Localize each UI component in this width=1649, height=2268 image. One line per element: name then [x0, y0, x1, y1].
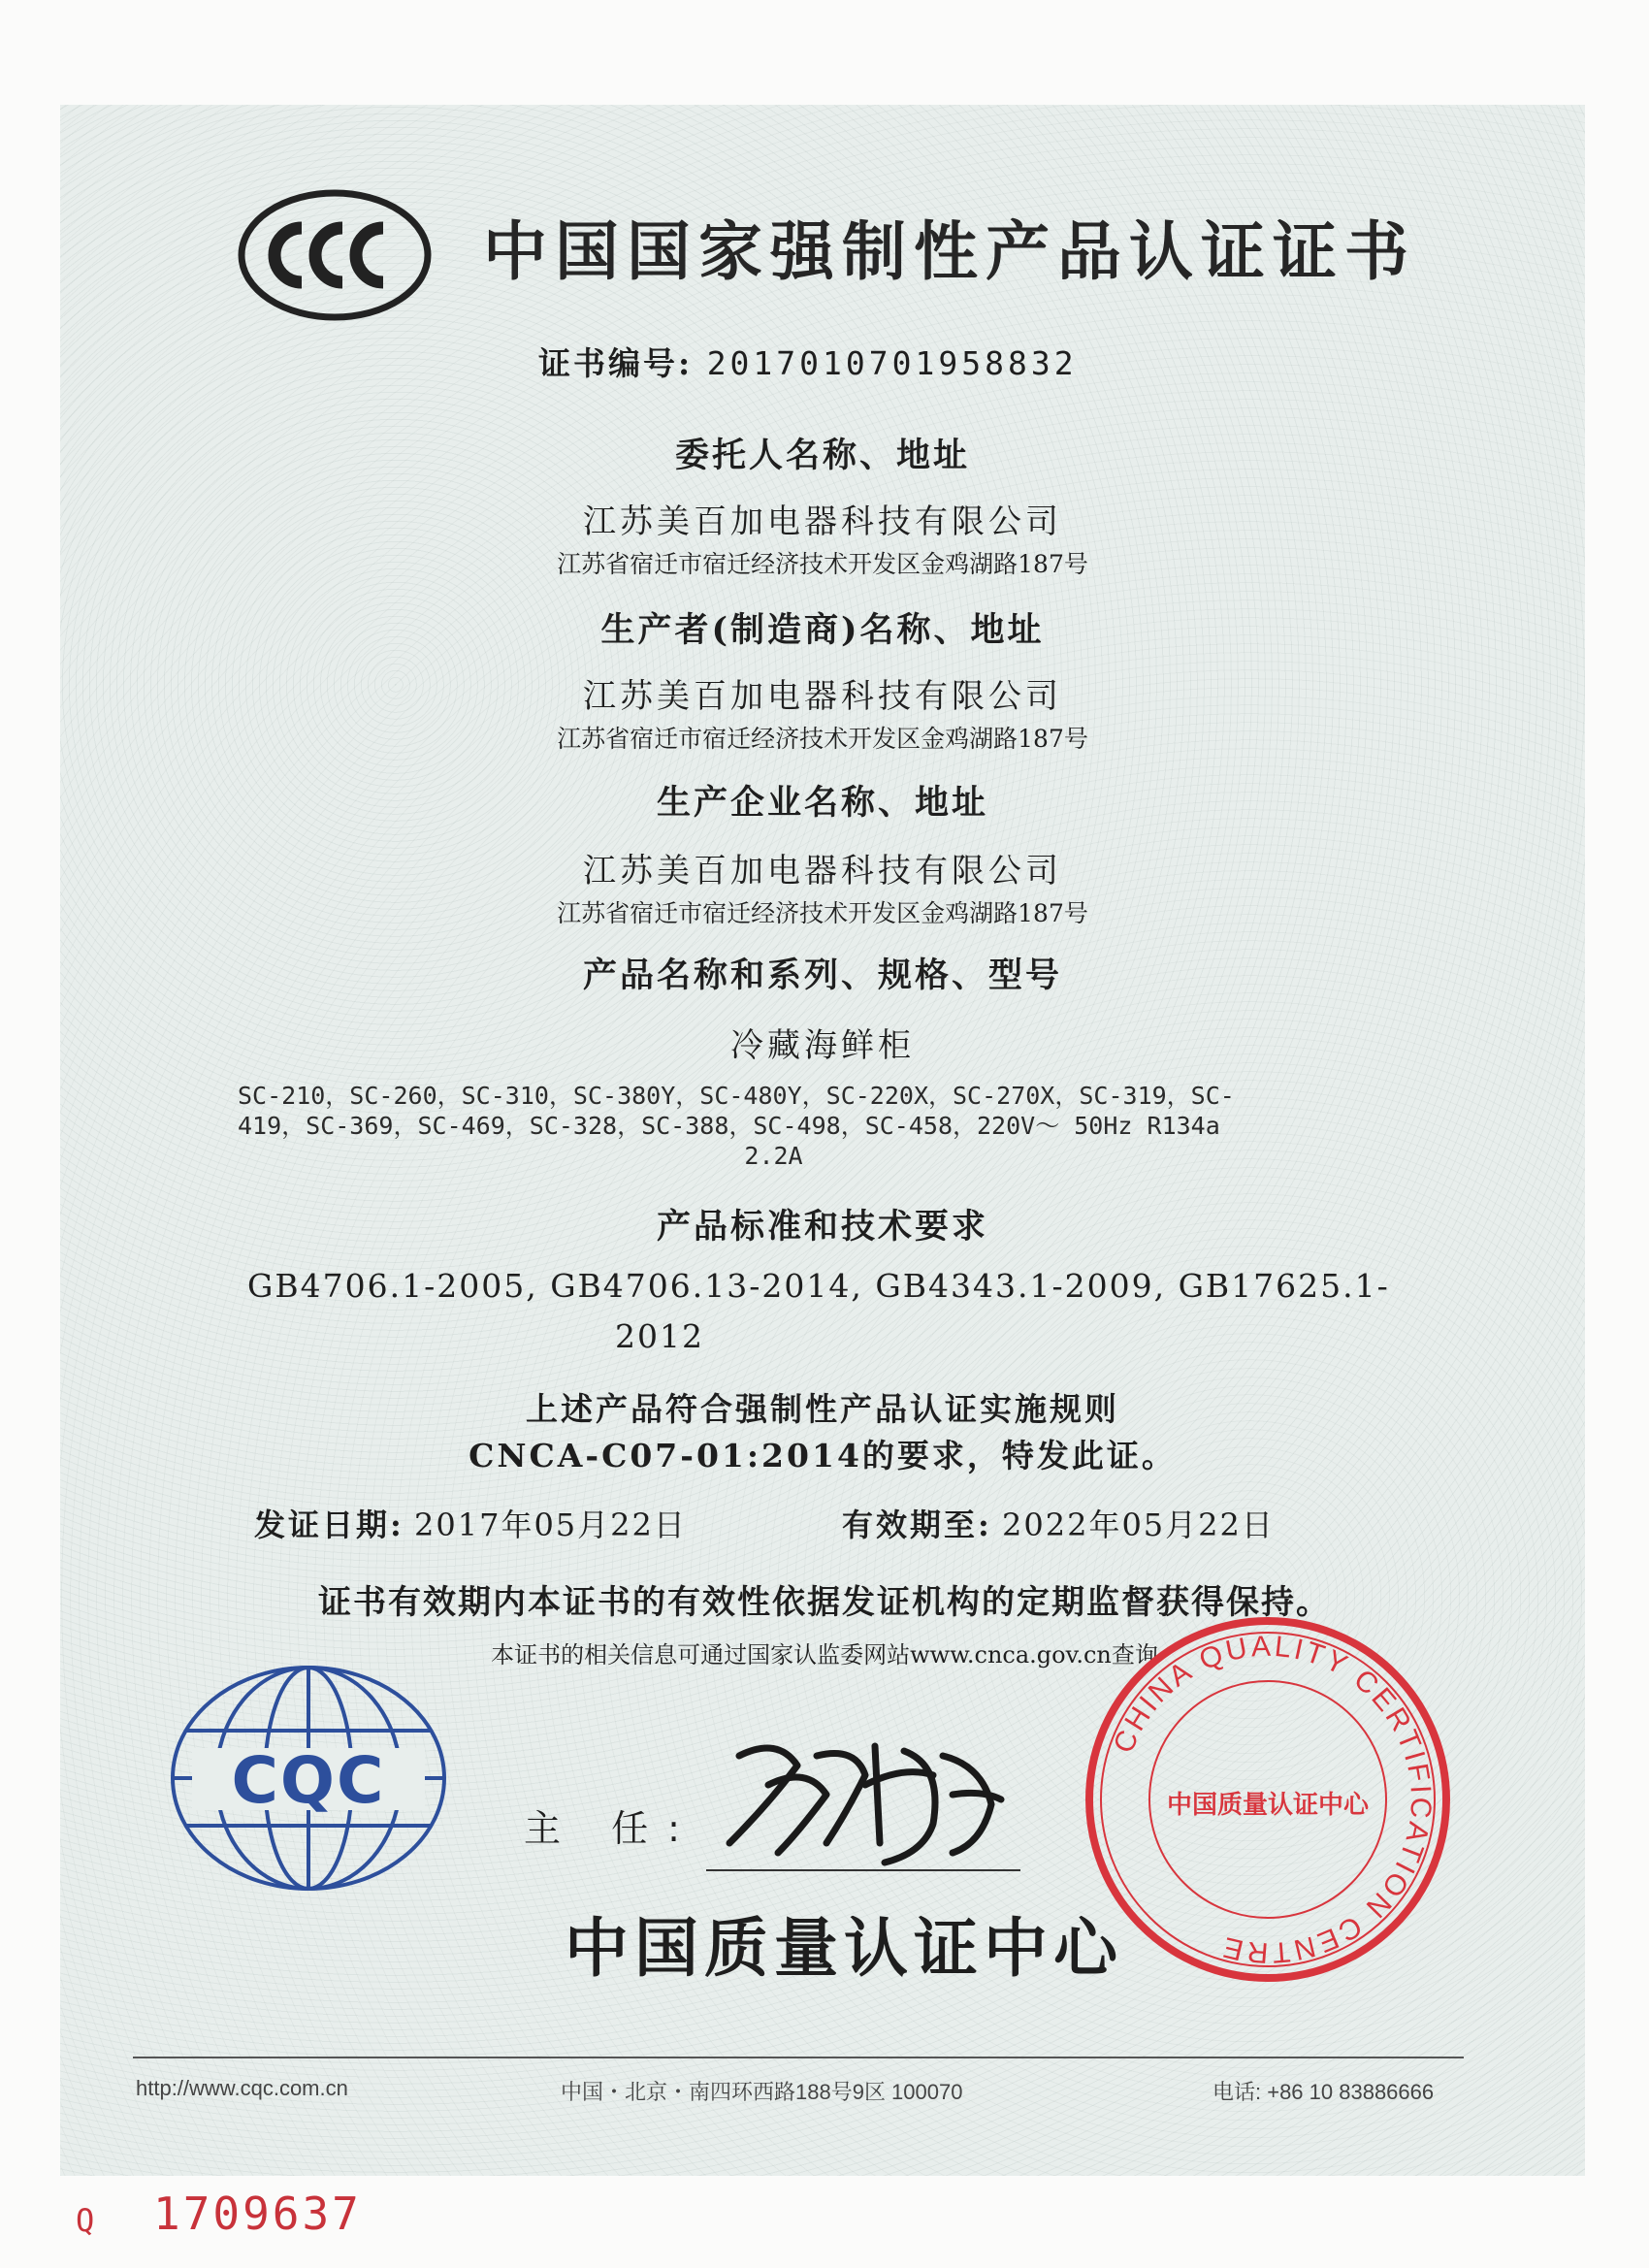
- factory-name: 江苏美百加电器科技有限公司: [583, 852, 1062, 891]
- ccc-logo-icon: [238, 189, 432, 321]
- factory-address: 江苏省宿迁市宿迁经济技术开发区金鸡湖路187号: [557, 899, 1088, 927]
- product-name: 冷藏海鲜柜: [730, 1026, 915, 1065]
- validity-note: 证书有效期内本证书的有效性依据发证机构的定期监督获得保持。: [318, 1583, 1331, 1622]
- seal-inner-text: 中国质量认证中心: [1166, 1791, 1370, 1820]
- issue-date: [254, 1501, 687, 1545]
- footer-website: http://www.cqc.com.cn: [136, 2076, 348, 2100]
- certificate-number: [538, 339, 1078, 384]
- expiry-date: [842, 1501, 1275, 1545]
- product-models-line: 2.2A: [744, 1142, 803, 1170]
- signature-line: [706, 1869, 1020, 1871]
- product-models-line: 419，SC-369，SC-469，SC-328，SC-388，SC-498，SC-458，220V～ 50Hz R134a: [238, 1112, 1220, 1140]
- product-models: [238, 1081, 1402, 1171]
- conformity-line-1: 上述产品符合强制性产品认证实施规则: [526, 1390, 1119, 1428]
- certificate-title: 中国国家强制性产品认证证书: [483, 214, 1416, 289]
- standards-heading: 产品标准和技术要求: [656, 1207, 988, 1247]
- issue-date-label: 发证日期:: [254, 1507, 404, 1543]
- seal-outer-text: CHINA QUALITY CERTIFICATION CENTRE: [1107, 1630, 1438, 1969]
- footer-address: 中国・北京・南四环西路188号9区 100070: [561, 2080, 963, 2104]
- signature-icon: [710, 1717, 1020, 1872]
- serial-number: 1709637: [153, 2187, 362, 2240]
- standards-text: [247, 1261, 1411, 1362]
- manufacturer-name: 江苏美百加电器科技有限公司: [583, 677, 1062, 716]
- footer-phone: 电话: +86 10 83886666: [1212, 2080, 1435, 2104]
- product-models-line: SC-210，SC-260，SC-310，SC-380Y，SC-480Y，SC-220X，SC-270X，SC-319，SC-: [238, 1082, 1235, 1110]
- manufacturer-heading: 生产者(制造商)名称、地址: [600, 610, 1045, 650]
- conformity-line-2: CNCA-C07-01:2014的要求，特发此证。: [469, 1437, 1177, 1474]
- applicant-heading: 委托人名称、地址: [674, 436, 970, 475]
- standards-line: GB4706.1-2005, GB4706.13-2014, GB4343.1-2009, GB17625.1-: [247, 1267, 1390, 1305]
- expiry-date-label: 有效期至:: [842, 1507, 992, 1543]
- query-note: 本证书的相关信息可通过国家认监委网站www.cnca.gov.cn查询: [491, 1641, 1158, 1669]
- director-label: 主 任:: [524, 1807, 699, 1850]
- expiry-date-value: 2022年05月22日: [1002, 1507, 1275, 1543]
- cqc-globe-logo-icon: [168, 1663, 449, 1894]
- issue-date-value: 2017年05月22日: [414, 1507, 687, 1543]
- certificate-number-label: 证书编号:: [538, 344, 694, 382]
- applicant-name: 江苏美百加电器科技有限公司: [583, 502, 1062, 541]
- manufacturer-address: 江苏省宿迁市宿迁经济技术开发区金鸡湖路187号: [557, 725, 1088, 753]
- certificate-number-value: 2017010701958832: [706, 344, 1078, 382]
- standards-line: 2012: [615, 1317, 704, 1355]
- issuer-name: 中国质量认证中心: [565, 1911, 1123, 1986]
- footer-divider: [133, 2057, 1464, 2058]
- cqc-logo-text: CQC: [231, 1743, 386, 1818]
- applicant-address: 江苏省宿迁市宿迁经济技术开发区金鸡湖路187号: [557, 550, 1088, 578]
- product-heading: 产品名称和系列、规格、型号: [582, 956, 1062, 995]
- factory-heading: 生产企业名称、地址: [656, 783, 988, 823]
- serial-prefix: Q: [76, 2202, 95, 2239]
